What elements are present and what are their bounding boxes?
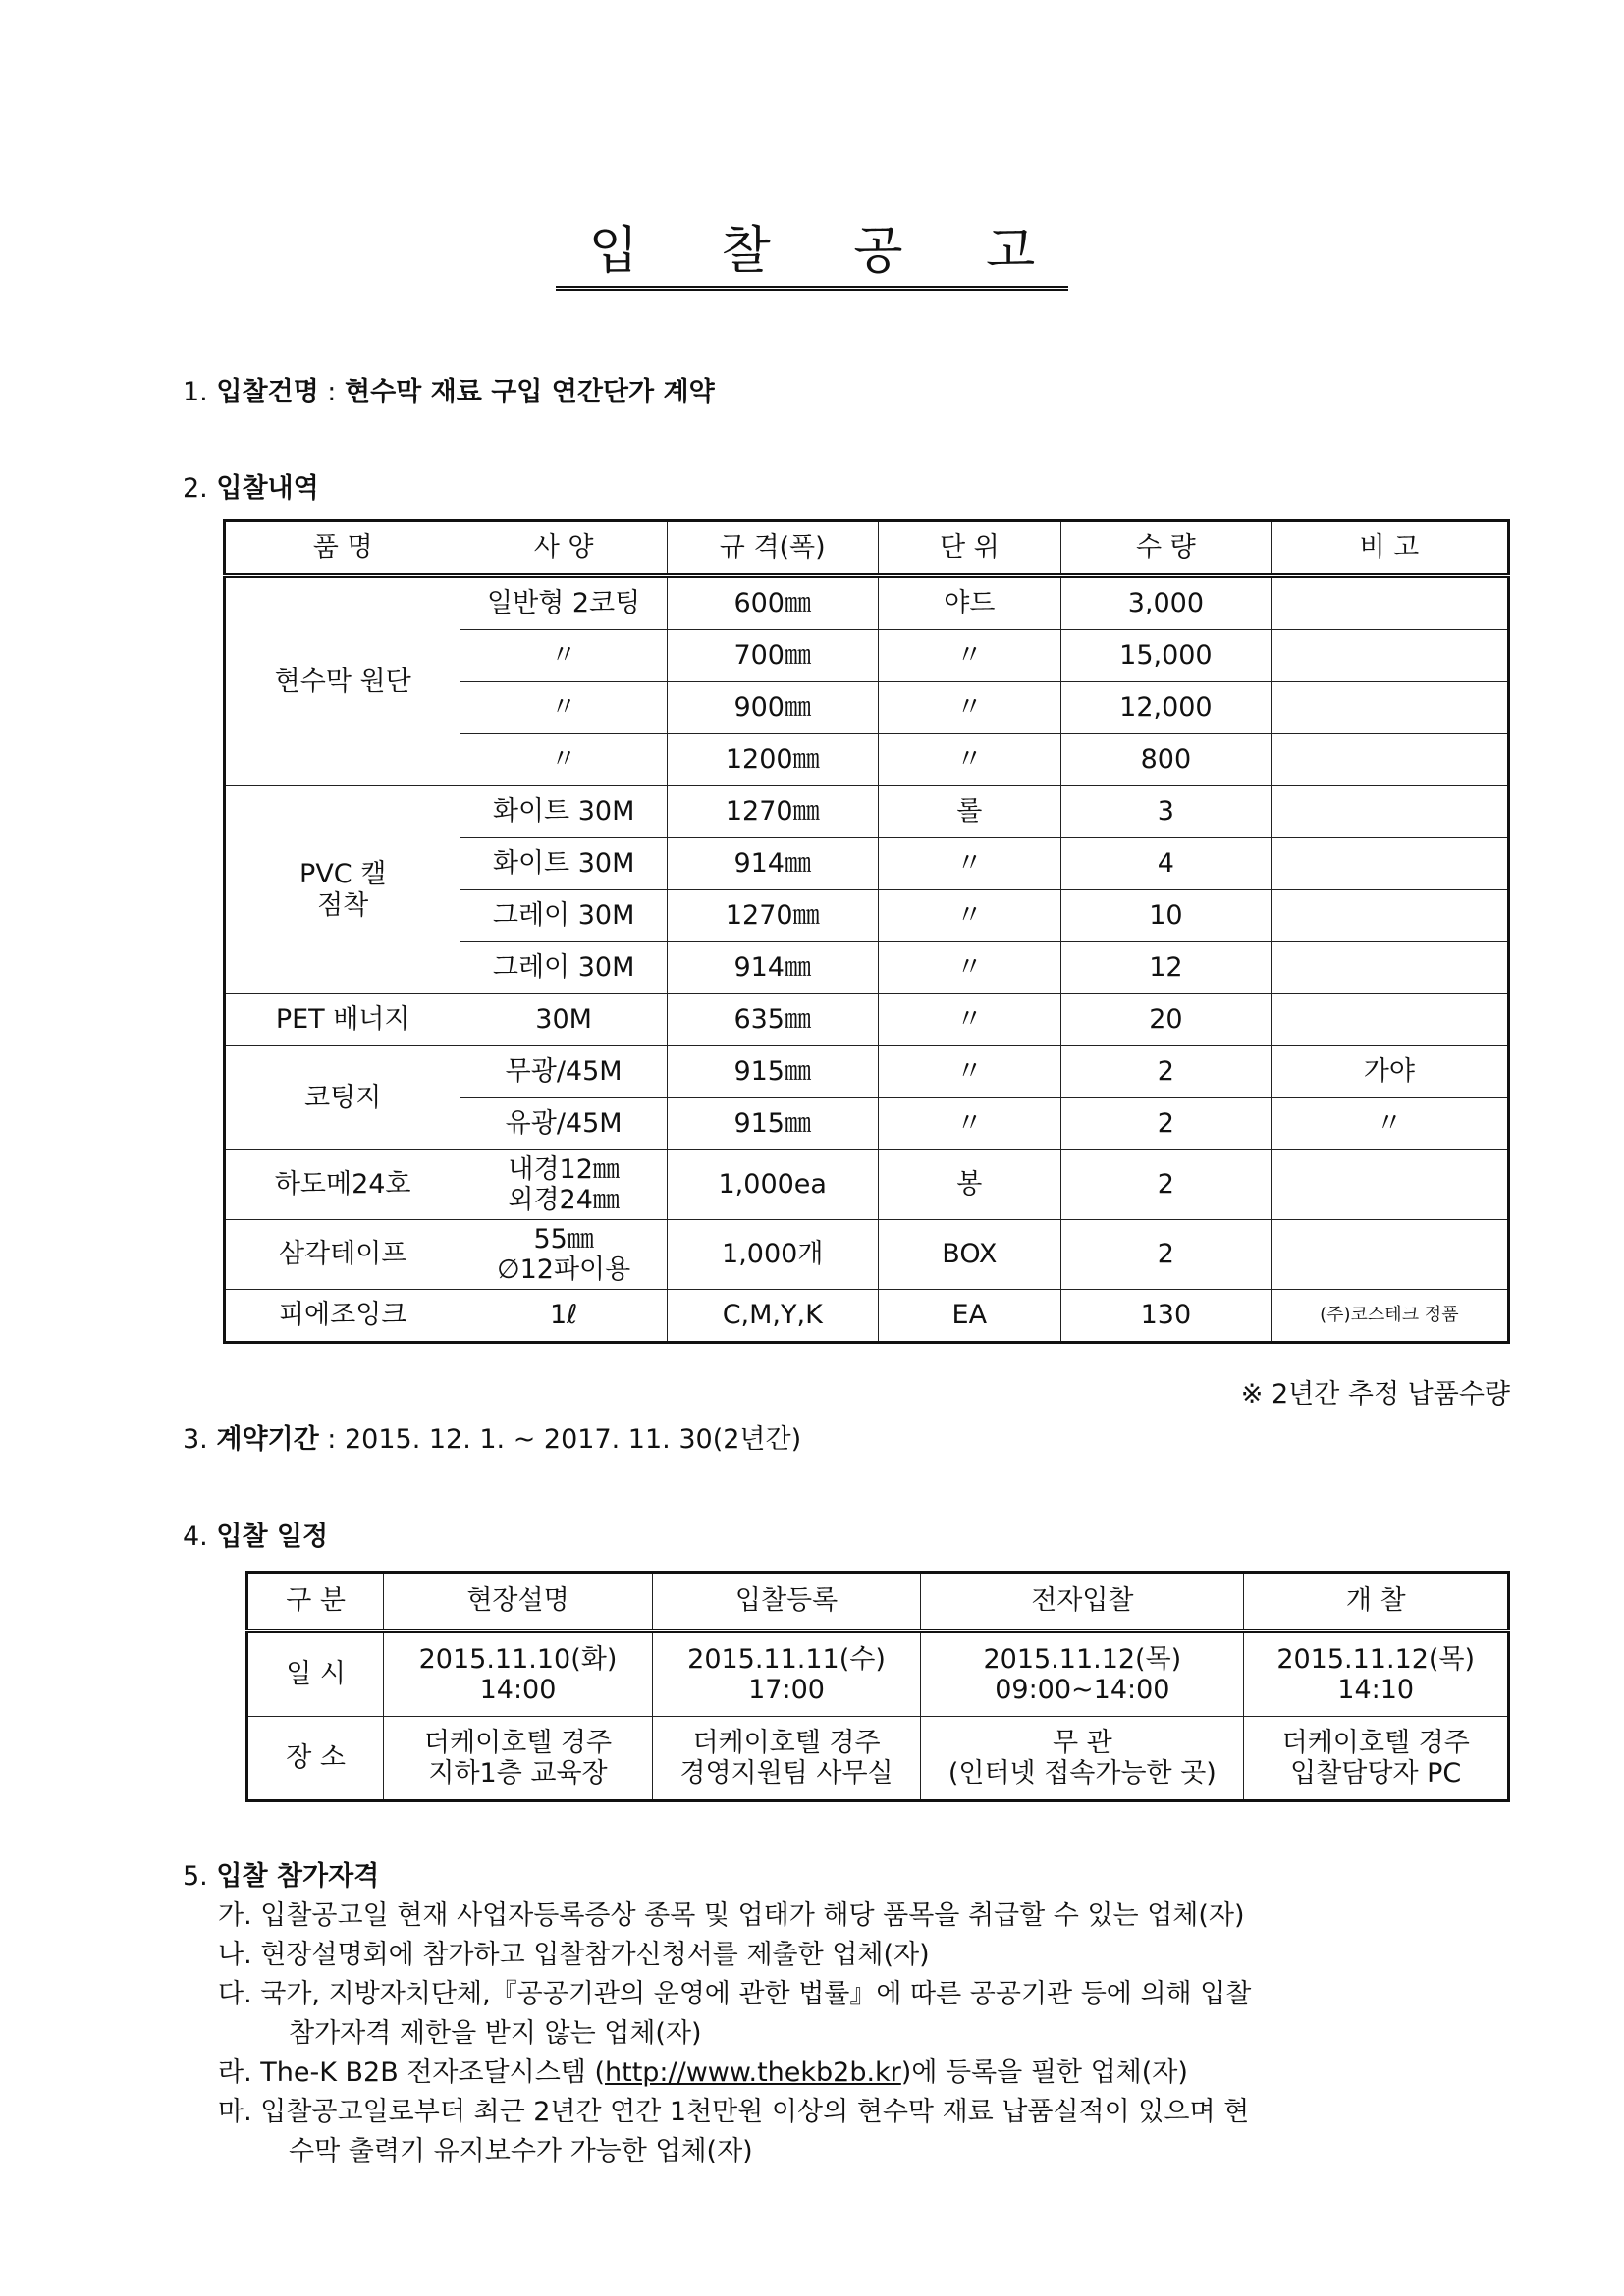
unit-cell: 〃 [878,994,1061,1046]
size-cell: 1270㎜ [667,890,878,942]
cell-line: 무 관 [1052,1727,1112,1758]
remark-cell [1271,994,1508,1046]
spec-cell: 그레이 30M [460,942,668,994]
item-name-line: PVC 캘 [299,859,387,890]
item-name: 삼각테이프 [225,1220,460,1290]
table-row [225,1290,1509,1343]
section-1 [183,370,715,408]
remark-cell [1271,1150,1508,1220]
table-row [247,1717,1509,1801]
section-2 [183,466,319,505]
qty-cell: 15,000 [1061,630,1272,682]
list-item: 마. 입찰공고일로부터 최근 2년간 연간 1천만원 이상의 현수막 재료 납품실적이 있으며 현 [218,2097,1250,2127]
spec-cell [460,1220,668,1290]
item-name: 피에조잉크 [225,1290,460,1343]
header-cell: 개 찰 [1244,1573,1509,1631]
spec-cell: 일반형 2코팅 [460,576,668,630]
table-header-row [247,1573,1509,1631]
item-name: PET 배너지 [225,994,460,1046]
size-cell: 915㎜ [667,1098,878,1150]
spec-cell: 30M [460,994,668,1046]
unit-cell: 야드 [878,576,1061,630]
remark-cell [1271,786,1508,838]
unit-cell: 〃 [878,890,1061,942]
remark-cell [1271,630,1508,682]
list-item-continued: 수막 출력기 유지보수가 가능한 업체(자) [289,2136,753,2166]
section-number: 2. [183,473,208,504]
header-cell: 사 양 [460,521,668,576]
cell-line: 2015.11.11(수) [687,1643,886,1675]
spec-cell: 〃 [460,734,668,786]
header-cell: 전자입찰 [921,1573,1244,1631]
section-label: 입찰 일정 [216,1522,329,1552]
list-item: 나. 현장설명회에 참가하고 입찰참가신청서를 제출한 업체(자) [218,1940,930,1970]
list-item: 가. 입찰공고일 현재 사업자등록증상 종목 및 업태가 해당 품목을 취급할 수 있는 업체(자) [218,1900,1245,1931]
spec-cell [460,1150,668,1220]
schedule-cell [384,1717,653,1801]
size-cell: 1,000개 [667,1220,878,1290]
schedule-cell [652,1631,921,1717]
spec-cell: 〃 [460,682,668,734]
qty-cell: 130 [1061,1290,1272,1343]
qty-cell: 12 [1061,942,1272,994]
remark-cell [1271,576,1508,630]
qty-cell: 2 [1061,1220,1272,1290]
cell-line: 2015.11.12(목) [1276,1643,1476,1675]
section-label: 계약기간 [216,1424,319,1455]
spec-cell: 1ℓ [460,1290,668,1343]
table-header-row [225,521,1509,576]
section-label: 입찰내역 [216,473,319,504]
table-row [225,994,1509,1046]
section-label: 입찰 참가자격 [216,1861,380,1892]
header-cell: 비 고 [1271,521,1508,576]
remark-cell: 〃 [1271,1098,1508,1150]
size-cell: 1,000ea [667,1150,878,1220]
remark-cell [1271,838,1508,890]
spec-line: 내경12㎜ [508,1153,620,1185]
qty-cell: 10 [1061,890,1272,942]
section-number: 1. [183,377,208,407]
separator: : [327,1424,337,1455]
size-cell: 635㎜ [667,994,878,1046]
header-cell: 입찰등록 [652,1573,921,1631]
cell-line: 14:10 [1337,1675,1415,1705]
size-cell: 914㎜ [667,942,878,994]
size-cell: 914㎜ [667,838,878,890]
table-row [225,576,1509,630]
cell-line: 더케이호텔 경주 [423,1727,613,1758]
list-text: )에 등록을 필한 업체(자) [900,2057,1188,2088]
spec-line: 외경24㎜ [508,1185,620,1215]
unit-cell: EA [878,1290,1061,1343]
remark-cell [1271,942,1508,994]
cell-line: 경영지원팀 사무실 [679,1758,893,1789]
list-item-continued: 참가자격 제한을 받지 않는 업체(자) [289,2018,702,2049]
spec-cell: 〃 [460,630,668,682]
list-text: 라. The-K B2B 전자조달시스템 ( [218,2057,605,2088]
cell-line: 입찰담당자 PC [1290,1758,1462,1789]
section-number: 5. [183,1861,208,1892]
table-row [247,1631,1509,1717]
schedule-table [245,1571,1510,1802]
item-name: 하도메24호 [225,1150,460,1220]
schedule-cell [384,1631,653,1717]
section-number: 4. [183,1522,208,1552]
qty-cell: 20 [1061,994,1272,1046]
qualification-list [218,1896,1251,2171]
spec-line: ∅12파이용 [497,1255,631,1285]
size-cell: 915㎜ [667,1046,878,1098]
qty-cell: 2 [1061,1150,1272,1220]
unit-cell: 롤 [878,786,1061,838]
item-name: 현수막 원단 [225,576,460,786]
bid-title: 현수막 재료 구입 연간단가 계약 [344,377,715,407]
table-row [225,1220,1509,1290]
table-row [225,1150,1509,1220]
table-row [225,786,1509,838]
separator: : [327,377,337,407]
size-cell: 1270㎜ [667,786,878,838]
schedule-cell [1244,1631,1509,1717]
remark-cell [1271,890,1508,942]
section-4 [183,1515,328,1553]
header-cell: 구 분 [247,1573,384,1631]
qty-cell: 2 [1061,1098,1272,1150]
contract-period: 2015. 12. 1. ~ 2017. 11. 30(2년간) [344,1424,802,1455]
cell-line: 09:00~14:00 [995,1675,1170,1705]
quantity-note: ※ 2년간 추정 납품수량 [1240,1379,1510,1410]
item-name: 코팅지 [225,1046,460,1150]
item-name [225,786,460,994]
section-number: 3. [183,1424,208,1455]
unit-cell: 〃 [878,942,1061,994]
unit-cell: 〃 [878,1046,1061,1098]
bid-items-table [223,519,1510,1344]
schedule-cell [1244,1717,1509,1801]
cell-line: 17:00 [748,1675,825,1705]
list-item [218,2054,1251,2093]
item-name-line: 점착 [317,889,369,921]
schedule-cell [652,1717,921,1801]
unit-cell: 〃 [878,1098,1061,1150]
header-cell: 단 위 [878,521,1061,576]
schedule-cell [921,1717,1244,1801]
unit-cell: 〃 [878,734,1061,786]
cell-line: (인터넷 접속가능한 곳) [947,1758,1217,1789]
header-cell: 현장설명 [384,1573,653,1631]
cell-line: 지하1층 교육장 [428,1758,608,1789]
remark-cell: 가야 [1271,1046,1508,1098]
row-label: 장 소 [247,1717,384,1801]
spec-cell: 무광/45M [460,1046,668,1098]
cell-line: 더케이호텔 경주 [692,1727,881,1758]
table-row [225,1046,1509,1098]
page-title [0,224,1624,291]
unit-cell: BOX [878,1220,1061,1290]
unit-cell: 〃 [878,682,1061,734]
cell-line: 2015.11.10(화) [418,1643,618,1675]
qty-cell: 800 [1061,734,1272,786]
section-5 [183,1854,379,1893]
b2b-link[interactable]: http://www.thekb2b.kr [605,2057,901,2088]
size-cell: C,M,Y,K [667,1290,878,1343]
qty-cell: 3 [1061,786,1272,838]
section-3 [183,1417,801,1456]
row-label: 일 시 [247,1631,384,1717]
remark-cell [1271,682,1508,734]
cell-line: 2015.11.12(목) [983,1643,1182,1675]
header-cell: 품 명 [225,521,460,576]
spec-cell: 그레이 30M [460,890,668,942]
cell-line: 14:00 [479,1675,557,1705]
spec-line: 55㎜ [533,1223,594,1255]
list-item: 다. 국가, 지방자치단체,『공공기관의 운영에 관한 법률』에 따른 공공기관 등에 의해 입찰 [218,1979,1252,2009]
size-cell: 700㎜ [667,630,878,682]
qty-cell: 3,000 [1061,576,1272,630]
unit-cell: 봉 [878,1150,1061,1220]
spec-cell: 유광/45M [460,1098,668,1150]
remark-cell [1271,734,1508,786]
title-text: 입 찰 공 고 [556,224,1069,291]
size-cell: 600㎜ [667,576,878,630]
size-cell: 1200㎜ [667,734,878,786]
qty-cell: 2 [1061,1046,1272,1098]
unit-cell: 〃 [878,630,1061,682]
remark-cell [1271,1220,1508,1290]
header-cell: 수 량 [1061,521,1272,576]
cell-line: 더케이호텔 경주 [1281,1727,1470,1758]
remark-cell: (주)코스테크 정품 [1271,1290,1508,1343]
qty-cell: 4 [1061,838,1272,890]
size-cell: 900㎜ [667,682,878,734]
section-label: 입찰건명 [216,377,319,407]
qty-cell: 12,000 [1061,682,1272,734]
schedule-cell [921,1631,1244,1717]
spec-cell: 화이트 30M [460,838,668,890]
header-cell: 규 격(폭) [667,521,878,576]
spec-cell: 화이트 30M [460,786,668,838]
unit-cell: 〃 [878,838,1061,890]
